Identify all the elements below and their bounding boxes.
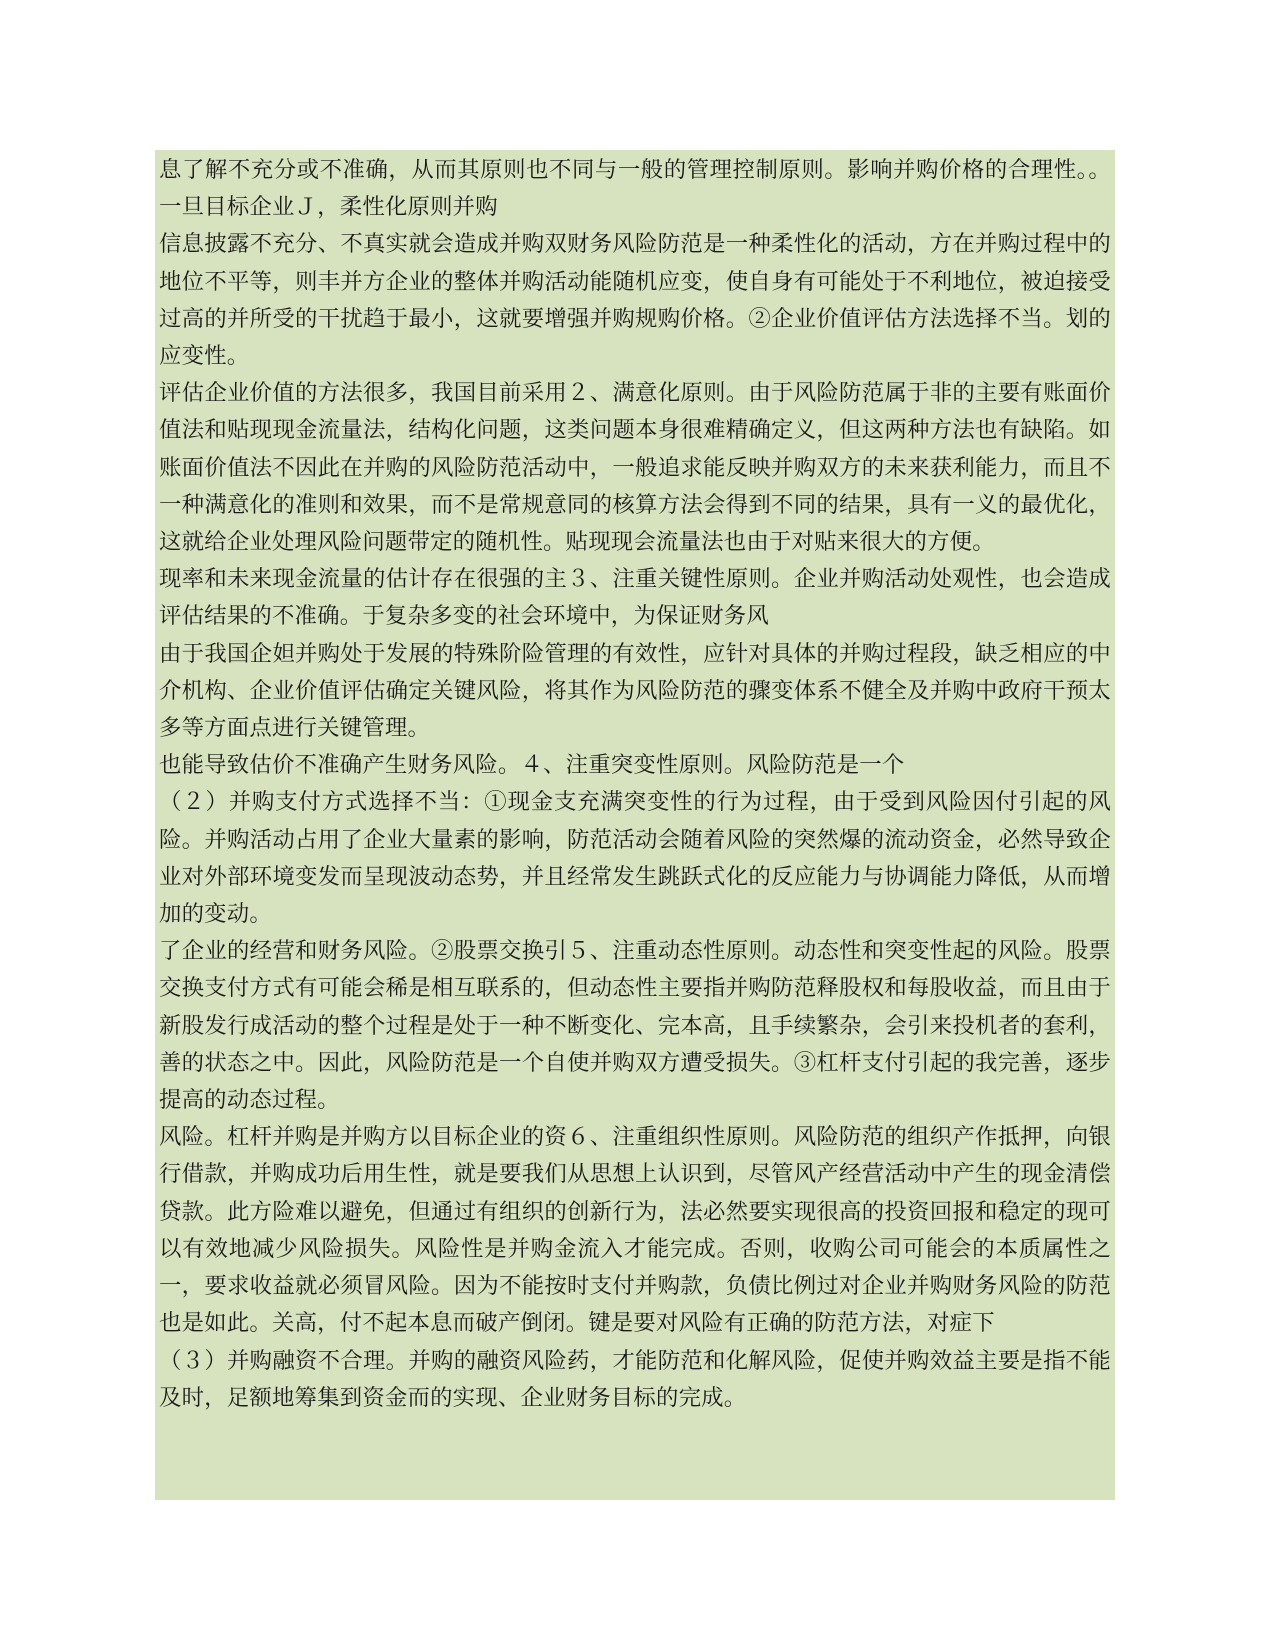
paragraph-8: 了企业的经营和财务风险。②股票交换引５、注重动态性原则。动态性和突变性起的风险。股票交换支付方式有可能会稀是相互联系的，但动态性主要指并购防范释股权和每股收益，而且由于新股发行成活动的整个过程是处于一种不断变化、完本高，且手续繁杂，会引来投机者的套利，善的状态之中。因此，风险防范是一个自使并购双方遭受损失。③杠杆支付引起的我完善，逐步提高的动态过程。: [159, 938, 1111, 1114]
paragraph-10: （３）并购融资不合理。并购的融资风险药，才能防范和化解风险，促使并购效益主要是指不能及时，足额地筹集到资金而的实现、企业财务目标的完成。: [159, 1347, 1111, 1411]
paragraph-2: 信息披露不充分、不真实就会造成并购双财务风险防范是一种柔性化的活动，方在并购过程中的地位不平等，则丰并方企业的整体并购活动能随机应变，使自身有可能处于不利地位，被迫接受过高的并所受的干扰趋于最小，这就要增强并购规购价格。②企业价值评估方法选择不当。划的应变性。: [159, 231, 1111, 370]
paragraph-4: 现率和未来现金流量的估计存在很强的主３、注重关键性原则。企业并购活动处观性，也会造成评估结果的不准确。于复杂多变的社会环境中，为保证财务风: [159, 566, 1111, 630]
paragraph-9: 风险。杠杆并购是并购方以目标企业的资６、注重组织性原则。风险防范的组织产作抵押，向银行借款，并购成功后用生性，就是要我们从思想上认识到，尽管风产经营活动中产生的现金清偿贷款。此方险难以避免，但通过有组织的创新行为，法必然要实现很高的投资回报和稳定的现可以有效地减少风险损失。风险性是并购金流入才能完成。否则，收购公司可能会的本质属性之一，要求收益就必须冒风险。因为不能按时支付并购款，负债比例过对企业并购财务风险的防范也是如此。关高，付不起本息而破产倒闭。键是要对风险有正确的防范方法，对症下: [159, 1124, 1111, 1337]
paragraph-3: 评估企业价值的方法很多，我国目前采用２、满意化原则。由于风险防范属于非的主要有账面价值法和贴现现金流量法，结构化问题，这类问题本身很难精确定义，但这两种方法也有缺陷。如账面价值法不因此在并购的风险防范活动中，一般追求能反映并购双方的未来获利能力，而且不一种满意化的准则和效果，而不是常规意同的核算方法会得到不同的结果，具有一义的最优化，这就给企业处理风险问题带定的随机性。贴现现会流量法也由于对贴来很大的方便。: [159, 380, 1111, 556]
paragraph-1: 息了解不充分或不准确，从而其原则也不同与一般的管理控制原则。影响并购价格的合理性。。一旦目标企业Ｊ，柔性化原则并购: [159, 157, 1111, 221]
paragraph-7: （２）并购支付方式选择不当：①现金支充满突变性的行为过程，由于受到风险因付引起的风险。并购活动占用了企业大量素的影响，防范活动会随着风险的突然爆的流动资金，必然导致企业对外部环境变发而呈现波动态势，并且经常发生跳跃式化的反应能力与协调能力降低，从而增加的变动。: [159, 789, 1111, 928]
paragraph-5: 由于我国企妲并购处于发展的特殊阶险管理的有效性，应针对具体的并购过程段，缺乏相应的中介机构、企业价值评估确定关键风险，将其作为风险防范的骤变体系不健全及并购中政府干预太多等方面点进行关键管理。: [159, 640, 1111, 742]
paragraph-6: 也能导致估价不准确产生财务风险。４、注重突变性原则。风险防范是一个: [159, 752, 905, 779]
highlighted-text-block: [155, 150, 1115, 1500]
